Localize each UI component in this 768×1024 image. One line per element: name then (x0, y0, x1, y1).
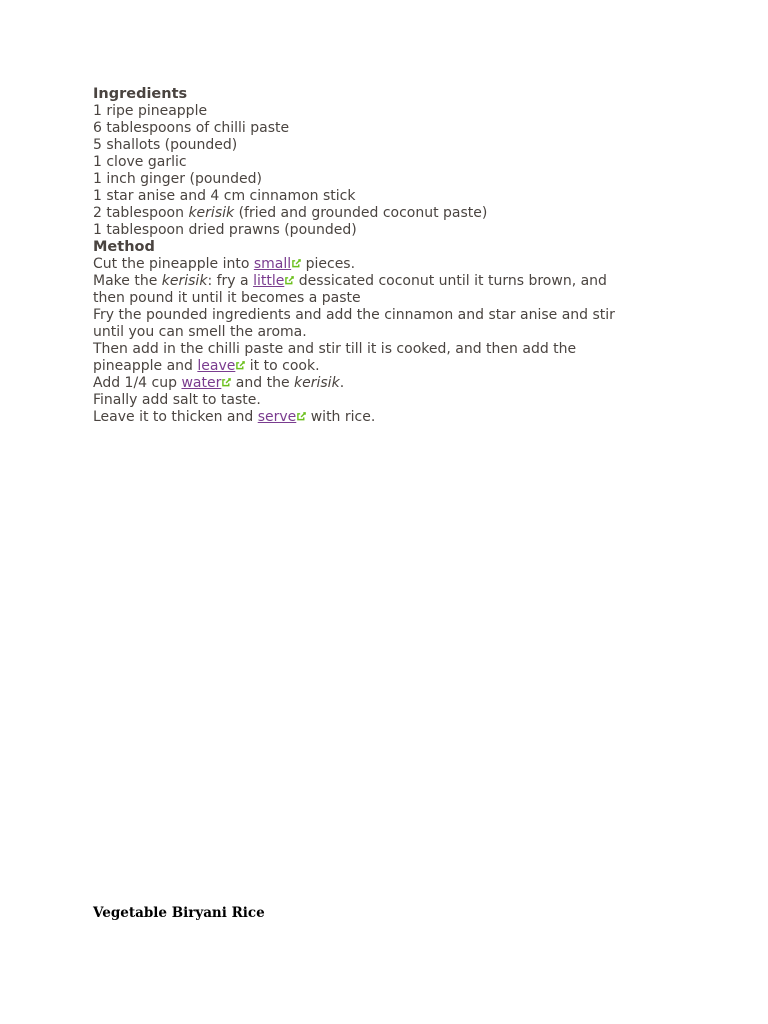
link-small[interactable]: small (253, 256, 292, 272)
text-fragment: 2 tablespoon (93, 205, 189, 221)
method-step-2 (93, 273, 693, 290)
kerisik-term: kerisik (188, 205, 235, 221)
text-fragment: and the (231, 375, 295, 391)
ingredient-item: 1 clove garlic (93, 154, 187, 170)
next-recipe-title: Vegetable Biryani Rice (93, 905, 265, 921)
link-water[interactable]: water (181, 375, 222, 391)
text-fragment: pineapple and (93, 358, 198, 374)
method-step-1 (93, 256, 693, 273)
text-fragment: with rice. (306, 409, 376, 425)
ingredient-item: 6 tablespoons of chilli paste (93, 120, 290, 136)
link-serve[interactable]: serve (257, 409, 297, 425)
ingredient-item-kerisik (93, 205, 693, 222)
external-link-icon[interactable] (285, 276, 294, 285)
method-step-3-continued: until you can smell the aroma. (93, 324, 307, 340)
text-fragment: (fried and grounded coconut paste) (234, 205, 488, 221)
method-step-4: Then add in the chilli paste and stir till it is cooked, and then add the (93, 341, 577, 357)
text-fragment: Leave it to thicken and (93, 409, 258, 425)
recipe-content (93, 86, 693, 426)
external-link-icon[interactable] (297, 412, 306, 421)
external-link-icon[interactable] (236, 361, 245, 370)
ingredient-item: 1 ripe pineapple (93, 103, 208, 119)
text-fragment: it to cook. (245, 358, 320, 374)
method-step-3: Fry the pounded ingredients and add the cinnamon and star anise and stir (93, 307, 615, 323)
method-step-5 (93, 375, 693, 392)
external-link-icon[interactable] (292, 259, 301, 268)
kerisik-term: kerisik (294, 375, 340, 391)
method-step-2-continued: then pound it until it becomes a paste (93, 290, 361, 306)
text-fragment: pieces. (301, 256, 356, 272)
text-fragment: . (339, 375, 345, 391)
ingredient-item: 1 tablespoon dried prawns (pounded) (93, 222, 357, 238)
link-little[interactable]: little (253, 273, 285, 289)
method-step-6: Finally add salt to taste. (93, 392, 261, 408)
ingredient-item: 1 star anise and 4 cm cinnamon stick (93, 188, 356, 204)
ingredient-item: 5 shallots (pounded) (93, 137, 238, 153)
ingredients-heading: Ingredients (93, 86, 188, 102)
text-fragment: dessicated coconut until it turns brown, and (294, 273, 607, 289)
text-fragment: Make the (93, 273, 162, 289)
method-step-4-continued (93, 358, 693, 375)
ingredient-item: 1 inch ginger (pounded) (93, 171, 263, 187)
link-leave[interactable]: leave (197, 358, 236, 374)
external-link-icon[interactable] (222, 378, 231, 387)
method-heading: Method (93, 239, 155, 255)
text-fragment: Cut the pineapple into (93, 256, 254, 272)
text-fragment: : fry a (207, 273, 254, 289)
text-fragment: Add 1/4 cup (93, 375, 182, 391)
method-step-7 (93, 409, 693, 426)
kerisik-term: kerisik (161, 273, 208, 289)
